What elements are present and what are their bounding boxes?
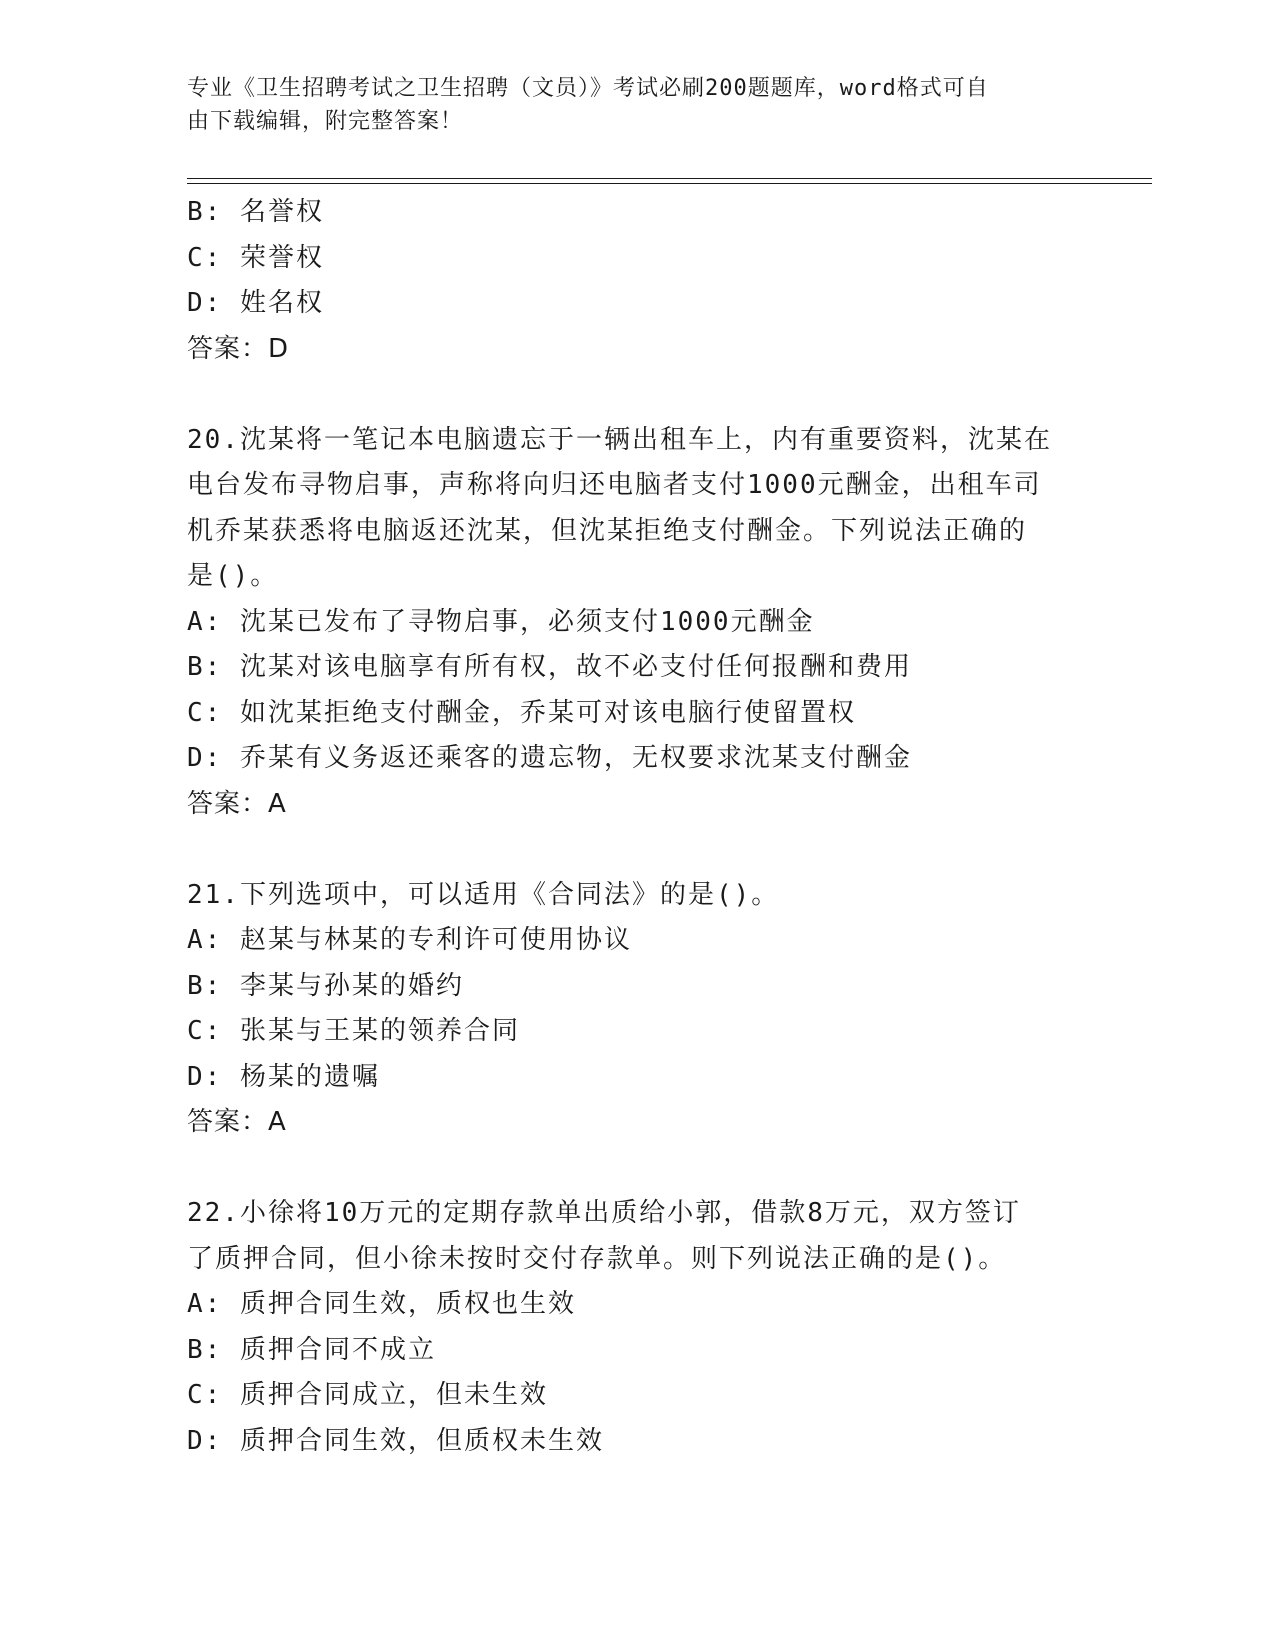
option-a: A: 质押合同生效，质权也生效: [187, 1289, 576, 1319]
option-d: D: 乔某有义务返还乘客的遗忘物，无权要求沈某支付酬金: [187, 743, 912, 773]
spacer: [187, 1146, 1087, 1192]
option-b: B: 李某与孙某的婚约: [187, 970, 464, 1001]
option-c: C: 荣誉权: [187, 242, 324, 273]
question-content: [187, 190, 1087, 1464]
answer-line: 答案：D: [187, 333, 290, 364]
question-stem: 21.下列选项中，可以适用《合同法》的是()。: [187, 879, 780, 910]
option-a: A: 赵某与林某的专利许可使用协议: [187, 925, 632, 955]
option-b: B: 沈某对该电脑享有所有权，故不必支付任何报酬和费用: [187, 652, 912, 682]
spacer: [187, 372, 1087, 418]
question-19: [187, 190, 1087, 372]
header-divider-top: [187, 178, 1152, 179]
option-d: D: 质押合同生效，但质权未生效: [187, 1425, 604, 1456]
question-stem: 20.沈某将一笔记本电脑遗忘于一辆出租车上，内有重要资料，沈某在: [187, 424, 1052, 455]
option-c: C: 质押合同成立，但未生效: [187, 1380, 548, 1410]
spacer: [187, 827, 1087, 873]
question-20: [187, 418, 1087, 828]
option-c: C: 张某与王某的领养合同: [187, 1016, 520, 1046]
question-stem: 了质押合同，但小徐未按时交付存款单。则下列说法正确的是()。: [187, 1243, 1007, 1274]
option-d: D: 杨某的遗嘱: [187, 1061, 380, 1092]
question-22: [187, 1191, 1087, 1464]
header-line-2: 由下载编辑，附完整答案！: [187, 109, 464, 134]
question-stem: 电台发布寻物启事，声称将向归还电脑者支付1000元酬金，出租车司: [187, 470, 1042, 500]
header-line-1: 专业《卫生招聘考试之卫生招聘（文员）》考试必刷200题题库，word格式可自: [187, 76, 989, 101]
option-d: D: 姓名权: [187, 288, 324, 318]
answer-line: 答案：A: [187, 1107, 287, 1137]
question-stem: 是()。: [187, 561, 279, 591]
header-divider-bottom: [187, 183, 1152, 184]
question-stem: 22.小徐将10万元的定期存款单出质给小郭，借款8万元，双方签订: [187, 1198, 1021, 1228]
option-b: B: 质押合同不成立: [187, 1334, 436, 1365]
question-21: [187, 873, 1087, 1146]
document-header: [187, 72, 1067, 138]
question-stem: 机乔某获悉将电脑返还沈某，但沈某拒绝支付酬金。下列说法正确的: [187, 515, 1028, 546]
option-c: C: 如沈某拒绝支付酬金，乔某可对该电脑行使留置权: [187, 697, 856, 728]
option-b: B: 名誉权: [187, 197, 324, 227]
option-a: A: 沈某已发布了寻物启事，必须支付1000元酬金: [187, 606, 815, 637]
answer-line: 答案：A: [187, 788, 287, 819]
